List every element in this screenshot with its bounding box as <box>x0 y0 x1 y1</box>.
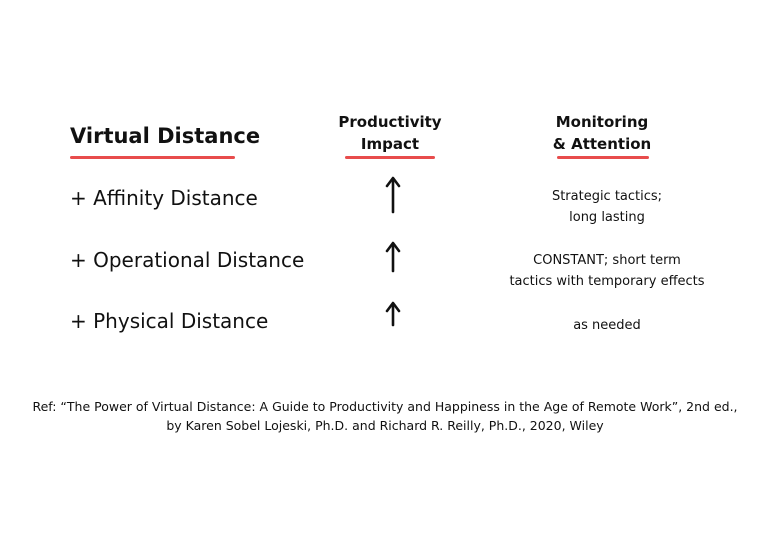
monitoring-operational-line1: CONSTANT; short term <box>533 253 681 268</box>
monitoring-affinity-line1: Strategic tactics; <box>551 189 663 204</box>
up-arrow-icon <box>383 176 403 214</box>
title-underline <box>70 156 235 159</box>
row-label-physical-distance: + Physical Distance <box>70 309 269 333</box>
monitoring-operational-line2: tactics with temporary effects <box>509 274 705 289</box>
up-arrow-icon <box>383 241 403 273</box>
monitoring-underline <box>557 156 649 159</box>
row-label-affinity-distance: + Affinity Distance <box>70 186 258 210</box>
header-monitoring-line2: & Attention <box>552 135 652 153</box>
monitoring-affinity <box>490 186 724 228</box>
up-arrow-icon <box>383 301 403 327</box>
header-productivity-impact <box>330 111 450 155</box>
header-productivity-line2: Impact <box>360 135 420 153</box>
reference-line2: by Karen Sobel Lojeski, Ph.D. and Richard R. Reilly, Ph.D., 2020, Wiley <box>166 418 604 433</box>
header-monitoring-line1: Monitoring <box>555 113 649 131</box>
reference-citation <box>0 397 770 435</box>
monitoring-affinity-line2: long lasting <box>569 210 645 225</box>
header-productivity-line1: Productivity <box>338 113 442 131</box>
title-virtual-distance: Virtual Distance <box>70 124 261 148</box>
row-label-operational-distance: + Operational Distance <box>70 248 305 272</box>
header-monitoring-attention <box>540 111 664 155</box>
reference-line1: Ref: “The Power of Virtual Distance: A Guide to Productivity and Happiness in the Age of Remote Work”, 2nd ed., <box>32 399 738 414</box>
monitoring-physical-line1: as needed <box>573 318 641 333</box>
monitoring-operational <box>490 250 724 292</box>
productivity-underline <box>345 156 435 159</box>
monitoring-physical <box>490 315 724 336</box>
